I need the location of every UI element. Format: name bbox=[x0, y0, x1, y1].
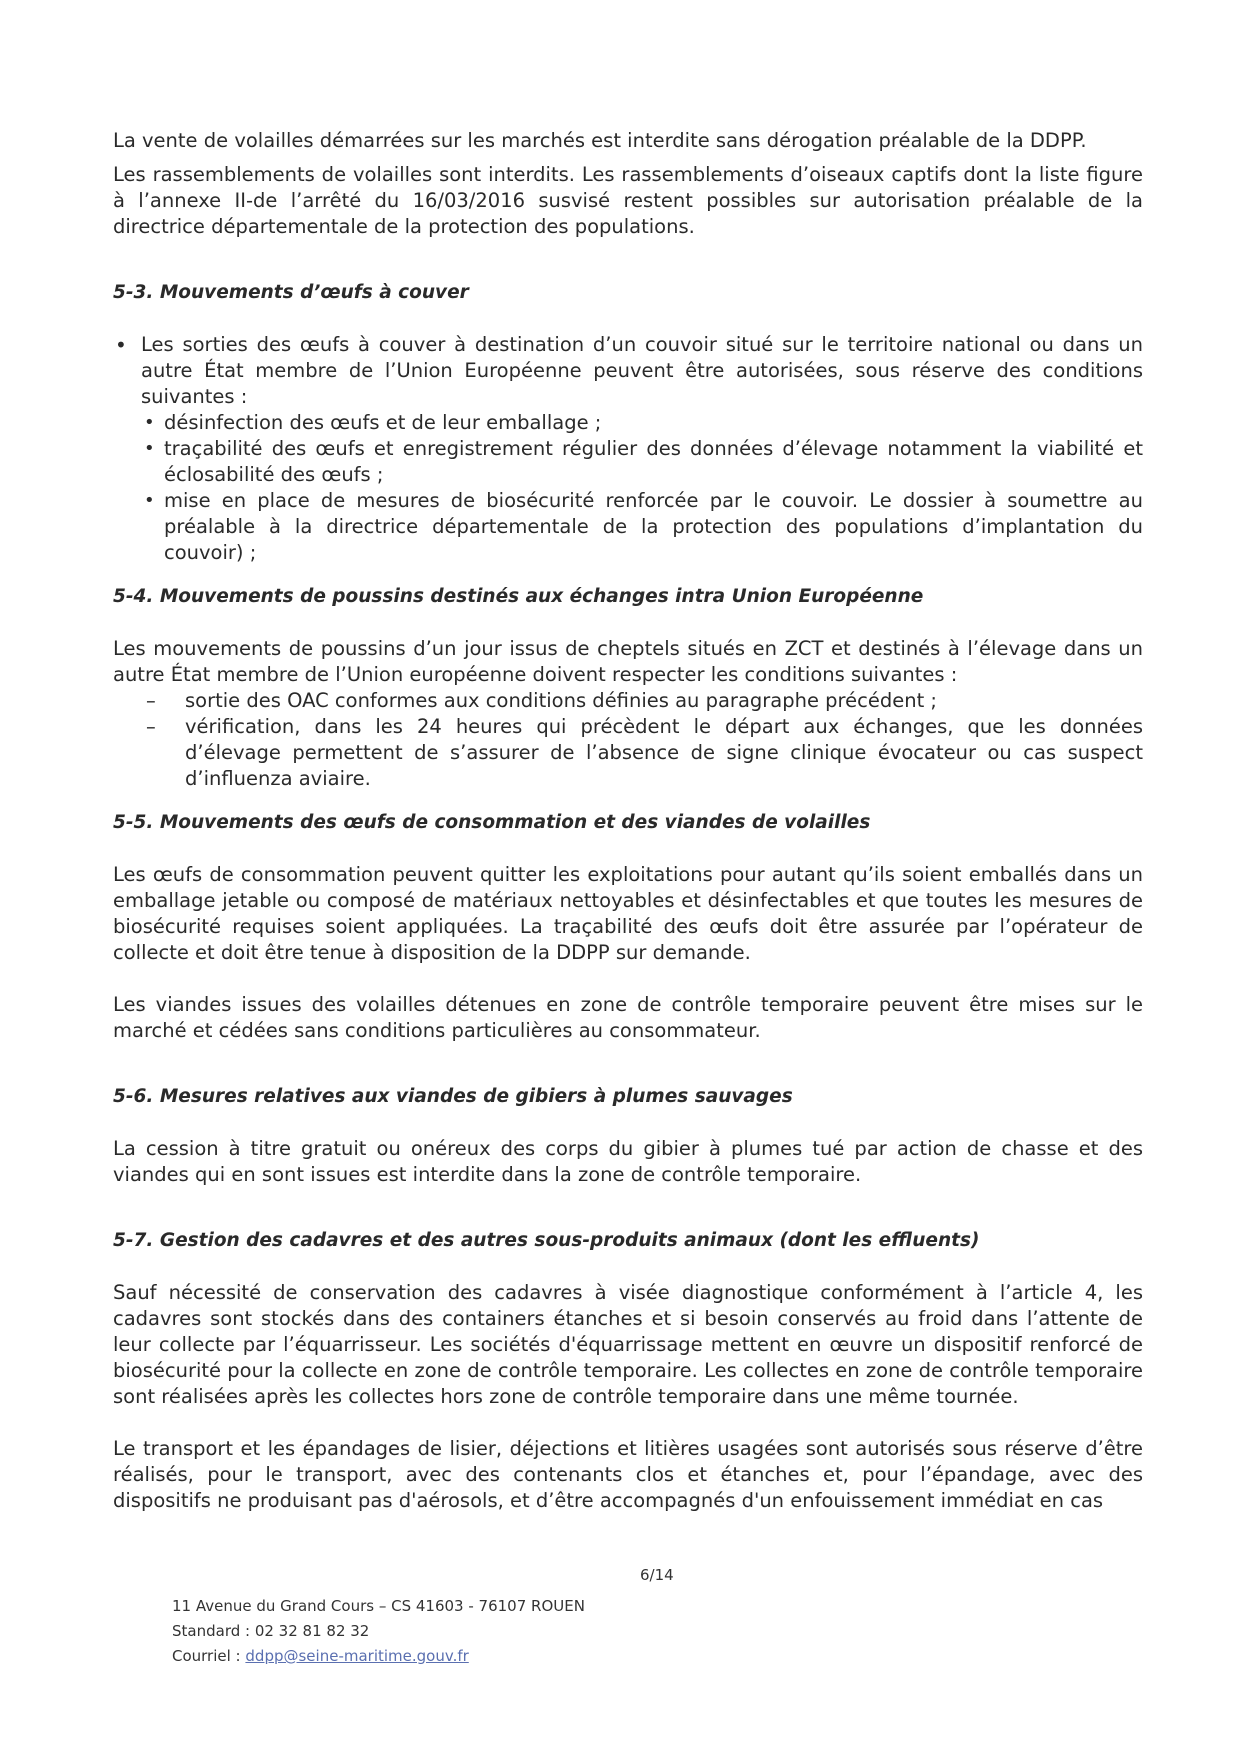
list-item: – vérification, dans les 24 heures qui précèdent le départ aux échanges, que les données d’élevage permettent de s’assurer de l’absence de signe clinique évocateur ou cas suspect d’influenza aviaire. bbox=[113, 714, 1143, 792]
intro-paragraph-1: La vente de volailles démarrées sur les marchés est interdite sans dérogation préalable de la DDPP. bbox=[113, 129, 1087, 152]
page-number: 6/14 bbox=[640, 1566, 674, 1584]
list-item-text: Les sorties des œufs à couver à destination d’un couvoir situé sur le territoire national ou dans un autre État membre de l’Union Européenne peuvent être autorisées, sous réserve des conditions suivantes : bbox=[141, 333, 1143, 408]
sub-list-item: • désinfection des œufs et de leur emballage ; bbox=[141, 410, 1143, 436]
list-item bbox=[113, 332, 1143, 566]
section-5-3-list bbox=[113, 332, 1143, 566]
section-5-7-paragraph-1: Sauf nécessité de conservation des cadavres à visée diagnostique conformément à l’article 4, les cadavres sont stockés dans des containers étanches et si besoin conservés au froid dans l’attente de leur collecte par l’équarrisseur. Les sociétés d'équarrissage mettent en œuvre un dispositif renforcé de biosécurité pour la collecte en zone de contrôle temporaire. Les collectes en zone de contrôle temporaire sont réalisées après les collectes hors zone de contrôle temporaire dans une même tournée. bbox=[113, 1281, 1143, 1408]
footer bbox=[172, 1594, 585, 1669]
footer-address: 11 Avenue du Grand Cours – CS 41603 - 76107 ROUEN bbox=[172, 1597, 585, 1615]
footer-email-link[interactable]: ddpp@seine-maritime.gouv.fr bbox=[245, 1647, 469, 1665]
section-5-6-title: 5-6. Mesures relatives aux viandes de gibiers à plumes sauvages bbox=[113, 1086, 793, 1107]
document-body bbox=[113, 128, 1143, 1514]
intro-paragraph-2: Les rassemblements de volailles sont interdits. Les rassemblements d’oiseaux captifs dont la liste figure à l’annexe II-de l’arrêté du 16/03/2016 susvisé restent possibles sur autorisation préalable de la directrice départementale de la protection des populations. bbox=[113, 163, 1143, 238]
footer-email-row bbox=[172, 1644, 585, 1669]
footer-email-label: Courriel : bbox=[172, 1647, 241, 1665]
list-item: – sortie des OAC conformes aux conditions définies au paragraphe précédent ; bbox=[113, 688, 1143, 714]
footer-phone: Standard : 02 32 81 82 32 bbox=[172, 1622, 370, 1640]
sub-list-item: • mise en place de mesures de biosécurité renforcée par le couvoir. Le dossier à soumettre au préalable à la directrice départementale de la protection des populations d’implantation du couvoir) ; bbox=[141, 488, 1143, 566]
sub-list bbox=[141, 410, 1143, 566]
section-5-4-title: 5-4. Mouvements de poussins destinés aux échanges intra Union Européenne bbox=[113, 586, 924, 607]
section-5-6-paragraph: La cession à titre gratuit ou onéreux des corps du gibier à plumes tué par action de chasse et des viandes qui en sont issues est interdite dans la zone de contrôle temporaire. bbox=[113, 1137, 1143, 1186]
section-5-5-paragraph-2: Les viandes issues des volailles détenues en zone de contrôle temporaire peuvent être mises sur le marché et cédées sans conditions particulières au consommateur. bbox=[113, 993, 1143, 1042]
section-5-7-paragraph-2: Le transport et les épandages de lisier, déjections et litières usagées sont autorisés sous réserve d’être réalisés, pour le transport, avec des contenants clos et étanches et, pour l’épandage, avec des dispositifs ne produisant pas d'aérosols, et d’être accompagnés d'un enfouissement immédiat en cas bbox=[113, 1437, 1143, 1512]
section-5-4-paragraph: Les mouvements de poussins d’un jour issus de cheptels situés en ZCT et destinés à l’élevage dans un autre État membre de l’Union européenne doivent respecter les conditions suivantes : bbox=[113, 637, 1143, 686]
section-5-5-paragraph-1: Les œufs de consommation peuvent quitter les exploitations pour autant qu’ils soient emballés dans un emballage jetable ou composé de matériaux nettoyables et désinfectables et que toutes les mesures de biosécurité requises soient appliquées. La traçabilité des œufs doit être assurée par l’opérateur de collecte et doit être tenue à disposition de la DDPP sur demande. bbox=[113, 863, 1143, 964]
section-5-7-title: 5-7. Gestion des cadavres et des autres sous-produits animaux (dont les effluents) bbox=[113, 1230, 980, 1251]
sub-list-item: • traçabilité des œufs et enregistrement régulier des données d’élevage notamment la viabilité et éclosabilité des œufs ; bbox=[141, 436, 1143, 488]
section-5-5-title: 5-5. Mouvements des œufs de consommation et des viandes de volailles bbox=[113, 812, 871, 833]
section-5-4-list bbox=[113, 688, 1143, 792]
section-5-3-title: 5-3. Mouvements d’œufs à couver bbox=[113, 282, 469, 303]
